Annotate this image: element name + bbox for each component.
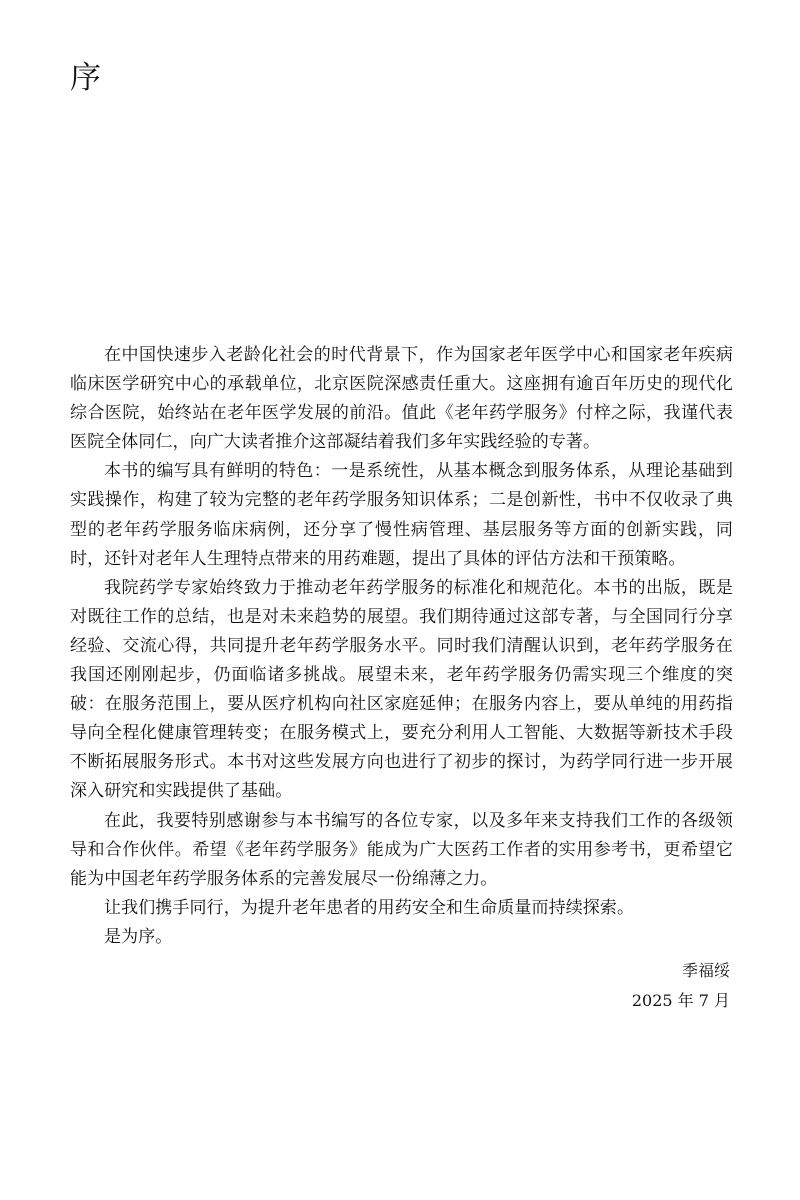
signature-date: 2025 年 7 月 [631, 991, 730, 1010]
preface-body [70, 341, 733, 952]
paragraph-3: 我院药学专家始终致力于推动老年药学服务的标准化和规范化。本书的出版，既是对既往工作的总结，也是对未来趋势的展望。我们期待通过这部专著，与全国同行分享经验、交流心得，共同提升老年药学服务水平。同时我们清醒认识到，老年药学服务在我国还刚刚起步，仍面临诸多挑战。展望未来，老年药学服务仍需实现三个维度的突破：在服务范围上，要从医疗机构向社区家庭延伸；在服务内容上，要从单纯的用药指导向全程化健康管理转变；在服务模式上，要充分利用人工智能、大数据等新技术手段不断拓展服务形式。本书对这些发展方向也进行了初步的探讨，为药学同行进一步开展深入研究和实践提供了基础。 [70, 577, 733, 802]
paragraph-1: 在中国快速步入老龄化社会的时代背景下，作为国家老年医学中心和国家老年疾病临床医学研究中心的承载单位，北京医院深感责任重大。这座拥有逾百年历史的现代化综合医院，始终站在老年医学发展的前沿。值此《老年药学服务》付梓之际，我谨代表医院全体同仁，向广大读者推介这部凝结着我们多年实践经验的专著。 [70, 345, 733, 453]
paragraph-2: 本书的编写具有鲜明的特色：一是系统性，从基本概念到服务体系，从理论基础到实践操作，构建了较为完整的老年药学服务知识体系；二是创新性，书中不仅收录了典型的老年药学服务临床病例，还分享了慢性病管理、基层服务等方面的创新实践，同时，还针对老年人生理特点带来的用药难题，提出了具体的评估方法和干预策略。 [70, 461, 733, 569]
signature-block [632, 956, 730, 1016]
paragraph-5: 让我们携手同行，为提升老年患者的用药安全和生命质量而持续探索。 [104, 897, 635, 918]
paragraph-4: 在此，我要特别感谢参与本书编写的各位专家，以及多年来支持我们工作的各级领导和合作伙伴。希望《老年药学服务》能成为广大医药工作者的实用参考书，更希望它能为中国老年药学服务体系的完善发展尽一份绵薄之力。 [70, 810, 733, 889]
author-name: 季福绥 [681, 961, 730, 980]
page-title: 序 [70, 60, 101, 96]
paragraph-6: 是为序。 [104, 926, 173, 947]
